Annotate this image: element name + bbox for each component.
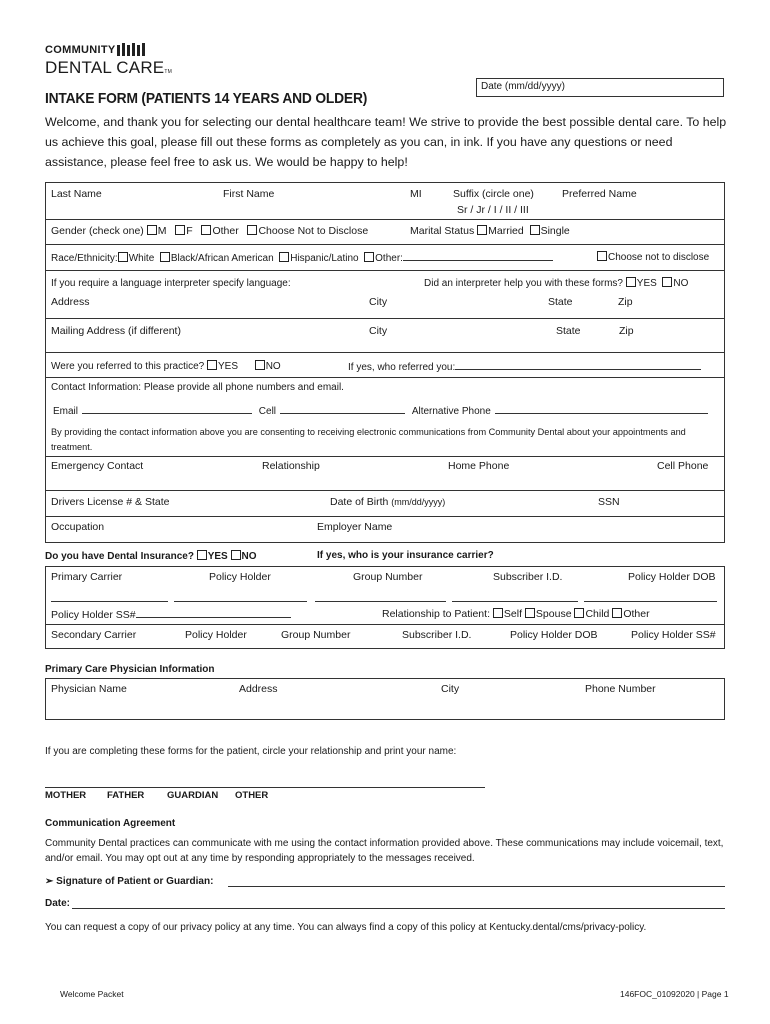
alt-phone-label: Alternative Phone: [411, 406, 491, 417]
signature-line[interactable]: [228, 886, 725, 887]
home-phone-label: Home Phone: [448, 460, 510, 472]
referred-label: Were you referred to this practice?: [51, 361, 205, 372]
physician-phone-label: Phone Number: [585, 683, 656, 695]
referred-no-checkbox[interactable]: [255, 360, 265, 370]
gender-label: Gender (check one): [51, 225, 144, 237]
primary-carrier-line[interactable]: [51, 601, 168, 602]
referred-who-line[interactable]: [455, 360, 701, 370]
insurance-no-checkbox[interactable]: [231, 550, 241, 560]
single-checkbox[interactable]: [530, 225, 540, 235]
gender-not-disclose-label: Choose Not to Disclose: [258, 225, 369, 237]
subscriber-id-label: Subscriber I.D.: [493, 571, 563, 583]
physician-heading: Primary Care Physician Information: [45, 664, 215, 675]
mailing-city-label: City: [369, 325, 388, 337]
mailing-zip-label: Zip: [619, 325, 634, 337]
signature-row: [45, 876, 213, 887]
signature-date-line[interactable]: [72, 908, 725, 909]
footer-left: Welcome Packet: [60, 989, 124, 999]
zip-label: Zip: [618, 296, 633, 308]
married-label: Married: [488, 225, 524, 237]
rel-other[interactable]: OTHER: [235, 790, 269, 801]
interpreter-row: [424, 277, 688, 289]
insurance-question: [45, 550, 257, 562]
group-number-line[interactable]: [315, 601, 446, 602]
race-black-label: Black/African American: [170, 253, 274, 264]
last-name-label: Last Name: [51, 188, 102, 200]
relationship-print-label: If you are completing these forms for the patient, circle your relationship and print your name:: [45, 746, 457, 757]
race-white-label: White: [128, 253, 155, 264]
marital-row: [410, 225, 570, 237]
employer-label: Employer Name: [317, 521, 393, 533]
email-label: Email: [53, 406, 79, 417]
date-field[interactable]: Date (mm/dd/yyyy): [476, 78, 724, 97]
group-number-label: Group Number: [353, 571, 423, 583]
secondary-carrier-label: Secondary Carrier: [51, 629, 137, 641]
rel-mother[interactable]: MOTHER: [45, 790, 87, 801]
race-other-line[interactable]: [403, 251, 553, 261]
city-label: City: [369, 296, 388, 308]
arrow-icon: ➢: [45, 876, 54, 887]
first-name-label: First Name: [223, 188, 275, 200]
race-label: Race/Ethnicity:: [51, 253, 118, 264]
race-not-disclose-label: Choose not to disclose: [608, 252, 710, 263]
married-checkbox[interactable]: [477, 225, 487, 235]
insurance-no-label: NO: [241, 551, 257, 562]
contact-heading: Contact Information: Please provide all phone numbers and email.: [51, 382, 344, 393]
secondary-policy-holder-dob-label: Policy Holder DOB: [510, 629, 598, 641]
signature-label: Signature of Patient or Guardian:: [56, 876, 214, 887]
secondary-policy-holder-ss-label: Policy Holder SS#: [631, 629, 716, 641]
secondary-subscriber-id-label: Subscriber I.D.: [402, 629, 472, 641]
guardian-name-line[interactable]: [45, 787, 485, 788]
rel-father[interactable]: FATHER: [107, 790, 145, 801]
signature-date-label: Date:: [45, 898, 71, 909]
page-title: INTAKE FORM (PATIENTS 14 YEARS AND OLDER): [45, 90, 368, 107]
rel-other-checkbox[interactable]: [612, 608, 622, 618]
gender-m-label: M: [157, 225, 167, 237]
race-row: [51, 251, 553, 264]
teeth-logo-icon: [116, 42, 146, 56]
referred-no-label: NO: [265, 361, 281, 372]
interpreter-no-label: NO: [673, 278, 689, 289]
primary-carrier-label: Primary Carrier: [51, 571, 123, 583]
gender-other-label: Other: [212, 225, 239, 237]
interpreter-question: Did an interpreter help you with these forms?: [424, 278, 623, 289]
policy-holder-dob-line[interactable]: [584, 601, 717, 602]
communication-heading: Communication Agreement: [45, 818, 176, 829]
referred-who-label: If yes, who referred you:: [348, 362, 456, 373]
rel-other-label: Other: [623, 608, 650, 620]
rel-spouse-label: Spouse: [535, 608, 572, 620]
marital-label: Marital Status: [410, 225, 475, 237]
logo-community: COMMUNITY: [45, 44, 116, 56]
gender-other-checkbox[interactable]: [201, 225, 211, 235]
physician-name-label: Physician Name: [51, 683, 127, 695]
referred-yes-label: YES: [218, 361, 239, 372]
interpreter-yes-label: YES: [636, 278, 657, 289]
policy-holder-line[interactable]: [174, 601, 307, 602]
ssn-label: SSN: [598, 496, 620, 508]
rel-self-checkbox[interactable]: [493, 608, 503, 618]
dob-text: Date of Birth: [330, 496, 389, 508]
contact-email-row: [53, 404, 708, 417]
subscriber-id-line[interactable]: [452, 601, 578, 602]
race-not-disclose-checkbox[interactable]: [597, 251, 607, 261]
suffix-label: Suffix (circle one): [453, 188, 534, 200]
address-label: Address: [51, 296, 90, 308]
cell-label: Cell: [258, 406, 277, 417]
logo-dental-care: DENTAL CARETM: [45, 58, 172, 77]
mailing-state-label: State: [556, 325, 581, 337]
communication-text: Community Dental practices can communicate with me using the contact information provided above. These communications may include voicemail, text, and/or email. You may opt out at any time by responding appropriately to the messages received.: [45, 838, 724, 864]
race-not-disclose: [597, 251, 709, 263]
race-black-checkbox[interactable]: [160, 252, 170, 262]
dob-format: (mm/dd/yyyy): [391, 497, 446, 507]
insurance-label: Do you have Dental Insurance?: [45, 551, 194, 562]
state-label: State: [548, 296, 573, 308]
rel-guardian[interactable]: GUARDIAN: [167, 790, 219, 801]
dob-label: [330, 496, 445, 508]
cell-phone-label: Cell Phone: [657, 460, 709, 472]
language-label: If you require a language interpreter specify language:: [51, 278, 291, 289]
cell-line[interactable]: [280, 404, 405, 414]
gender-not-disclose-checkbox[interactable]: [247, 225, 257, 235]
rel-child-checkbox[interactable]: [574, 608, 584, 618]
footer-right: 146FOC_01092020 | Page 1: [620, 989, 729, 999]
mailing-address-label: Mailing Address (if different): [51, 325, 181, 337]
race-other-label: Other:: [375, 253, 403, 264]
email-line[interactable]: [82, 404, 252, 414]
policy-holder-ss-label: Policy Holder SS#: [51, 609, 136, 621]
referred-row: [51, 360, 281, 372]
rel-self-label: Self: [503, 608, 522, 620]
privacy-text: You can request a copy of our privacy policy at any time. You can always find a copy of this policy at Kentucky.dental/cms/privacy-policy.: [45, 922, 647, 933]
emergency-contact-label: Emergency Contact: [51, 460, 144, 472]
relationship-label: Relationship: [262, 460, 320, 472]
race-hispanic-label: Hispanic/Latino: [290, 253, 359, 264]
rel-child-label: Child: [585, 608, 610, 620]
single-label: Single: [540, 225, 570, 237]
policy-holder-dob-label: Policy Holder DOB: [628, 571, 716, 583]
relationship-to-patient-label: Relationship to Patient:: [382, 608, 490, 620]
race-white-checkbox[interactable]: [118, 252, 128, 262]
insurance-yes-checkbox[interactable]: [197, 550, 207, 560]
secondary-policy-holder-label: Policy Holder: [185, 629, 247, 641]
preferred-name-label: Preferred Name: [562, 188, 637, 200]
physician-address-label: Address: [239, 683, 278, 695]
gender-row: [51, 225, 368, 237]
rel-spouse-checkbox[interactable]: [525, 608, 535, 618]
interpreter-yes-checkbox[interactable]: [626, 277, 636, 287]
gender-m-checkbox[interactable]: [147, 225, 157, 235]
occupation-label: Occupation: [51, 521, 105, 533]
policy-holder-label: Policy Holder: [209, 571, 271, 583]
relationship-to-patient: [382, 608, 650, 620]
secondary-group-number-label: Group Number: [281, 629, 351, 641]
policy-holder-ss-line[interactable]: [136, 608, 291, 618]
referred-yes-checkbox[interactable]: [207, 360, 217, 370]
physician-city-label: City: [441, 683, 460, 695]
suffix-options[interactable]: Sr / Jr / I / II / III: [457, 204, 529, 216]
gender-f-label: F: [186, 225, 193, 237]
insurance-yes-label: YES: [207, 551, 228, 562]
alt-phone-line[interactable]: [495, 404, 708, 414]
contact-consent: By providing the contact information above you are consenting to receiving electronic communications from Community Dental about your appointments and treatment.: [51, 427, 686, 452]
gender-f-checkbox[interactable]: [175, 225, 185, 235]
race-other-checkbox[interactable]: [364, 252, 374, 262]
race-hispanic-checkbox[interactable]: [279, 252, 289, 262]
interpreter-no-checkbox[interactable]: [662, 277, 672, 287]
mi-label: MI: [410, 188, 422, 200]
drivers-license-label: Drivers License # & State: [51, 496, 170, 508]
intro-text: Welcome, and thank you for selecting our dental healthcare team! We strive to provide the best possible dental care. To help us achieve this goal, please fill out these forms as completely as you can, in ink. If you have any questions or need assistance, please feel free to ask us. We would be happy to help!: [45, 115, 727, 169]
policy-holder-ss-row: [51, 608, 291, 621]
referred-who: [348, 360, 701, 373]
carrier-question: If yes, who is your insurance carrier?: [317, 550, 494, 561]
